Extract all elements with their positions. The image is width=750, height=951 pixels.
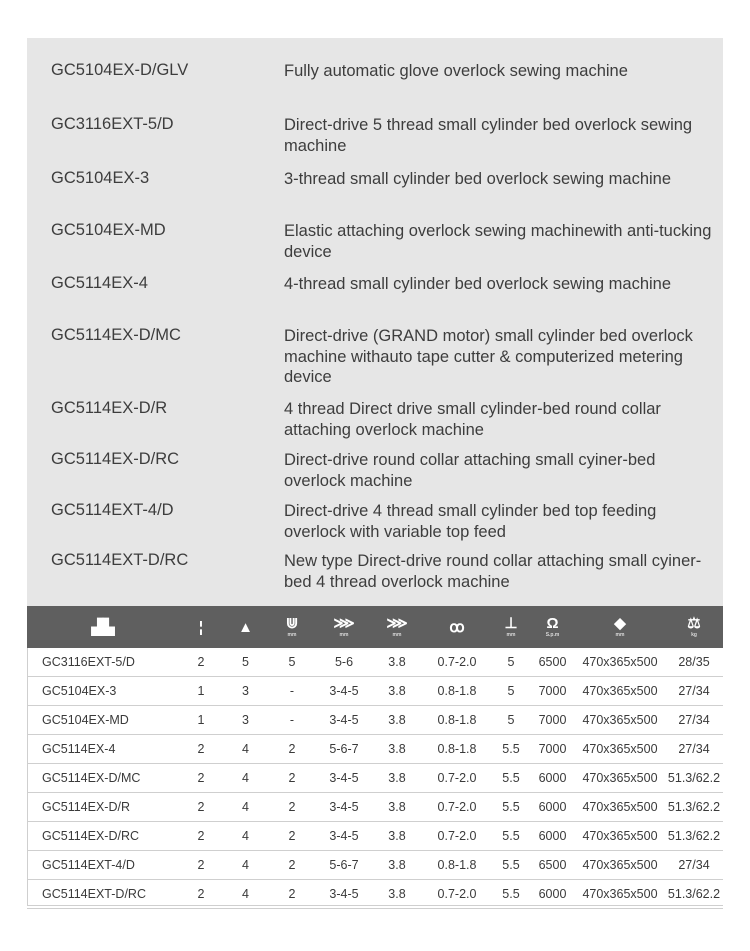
unit-label: S.p.m	[545, 632, 560, 638]
unit-label: mm	[506, 632, 516, 638]
table-cell: -	[268, 706, 316, 735]
thread-cone-icon: ▲	[238, 618, 253, 636]
table-cell: 470x365x500	[575, 793, 665, 822]
table-cell: 6000	[530, 793, 575, 822]
table-cell: 4	[223, 822, 268, 851]
table-cell-model: GC5114EXT-4/D	[27, 851, 179, 880]
table-cell: 3	[223, 677, 268, 706]
model-code: GC5104EX-D/GLV	[51, 61, 189, 79]
model-description: Fully automatic glove overlock sewing machine	[284, 62, 628, 80]
table-cell: 2	[268, 764, 316, 793]
weight-scale-icon: ⚖	[687, 615, 701, 632]
table-cell: 5-6-7	[316, 851, 372, 880]
col-header	[223, 606, 268, 648]
col-header	[422, 606, 492, 648]
table-cell: 4	[223, 880, 268, 909]
model-description: Direct-drive 4 thread small cylinder bed top feeding overlock with variable top feed	[284, 502, 657, 541]
table-cell: 5	[492, 648, 530, 677]
table-cell: 3.8	[372, 648, 422, 677]
col-header	[27, 606, 179, 648]
table-cell-model: GC5114EX-D/R	[27, 793, 179, 822]
col-header	[575, 606, 665, 648]
spec-table	[27, 606, 723, 909]
table-row	[27, 764, 723, 793]
spec-header-row	[27, 606, 723, 648]
table-cell-model: GC5104EX-MD	[27, 706, 179, 735]
table-cell: 7000	[530, 677, 575, 706]
table-cell: 0.7-2.0	[422, 793, 492, 822]
overedge-width-icon: ⋙	[333, 615, 355, 632]
model-code: GC5114EXT-D/RC	[51, 551, 189, 569]
table-cell: 0.7-2.0	[422, 764, 492, 793]
table-cell: 3-4-5	[316, 880, 372, 909]
needle-gauge-icon: ⋓	[285, 615, 299, 632]
table-cell: 5	[268, 648, 316, 677]
table-cell: 470x365x500	[575, 880, 665, 909]
table-cell: 6000	[530, 764, 575, 793]
package-size-icon: ◆	[614, 615, 626, 632]
table-cell-model: GC5104EX-3	[27, 677, 179, 706]
presser-lift-icon: ⊥	[504, 615, 518, 632]
unit-label: mm	[287, 632, 297, 638]
col-header	[665, 606, 723, 648]
table-cell: 3.8	[372, 764, 422, 793]
table-row	[27, 706, 723, 735]
col-header	[492, 606, 530, 648]
model-description: New type Direct-drive round collar attaching small cyiner-bed 4 thread overlock machine	[284, 552, 702, 591]
table-cell: 5	[223, 648, 268, 677]
model-code: GC5104EX-3	[51, 169, 150, 187]
needle-icon: ¦	[198, 618, 204, 636]
table-cell: 51.3/62.2	[665, 880, 723, 909]
table-cell: -	[268, 677, 316, 706]
table-row	[27, 851, 723, 880]
table-cell: 2	[268, 851, 316, 880]
table-cell: 0.7-2.0	[422, 880, 492, 909]
table-cell: 2	[179, 793, 223, 822]
table-cell: 5	[492, 706, 530, 735]
model-description: 4 thread Direct drive small cylinder-bed round collar attaching overlock machine	[284, 400, 661, 439]
table-cell: 2	[268, 880, 316, 909]
table-cell: 3.8	[372, 880, 422, 909]
table-cell: 0.8-1.8	[422, 706, 492, 735]
table-cell: 2	[268, 793, 316, 822]
model-code: GC3116EXT-5/D	[51, 115, 174, 133]
table-cell: 51.3/62.2	[665, 822, 723, 851]
unit-label: mm	[339, 632, 349, 638]
table-cell: 28/35	[665, 648, 723, 677]
table-cell: 470x365x500	[575, 735, 665, 764]
table-cell: 2	[179, 822, 223, 851]
table-cell: 6500	[530, 851, 575, 880]
table-cell: 0.7-2.0	[422, 822, 492, 851]
model-code: GC5114EX-D/MC	[51, 326, 181, 344]
table-row	[27, 648, 723, 677]
table-cell: 470x365x500	[575, 851, 665, 880]
table-cell: 5.5	[492, 880, 530, 909]
table-cell: 0.8-1.8	[422, 851, 492, 880]
stitch-length-icon: ⋙	[386, 615, 408, 632]
table-cell: 470x365x500	[575, 706, 665, 735]
table-cell: 5	[492, 677, 530, 706]
table-cell: 2	[179, 648, 223, 677]
table-cell-model: GC5114EX-4	[27, 735, 179, 764]
model-description: 3-thread small cylinder bed overlock sewing machine	[284, 170, 672, 188]
table-row	[27, 822, 723, 851]
table-cell: 27/34	[665, 677, 723, 706]
table-row	[27, 735, 723, 764]
table-cell: 2	[179, 880, 223, 909]
table-cell: 3-4-5	[316, 822, 372, 851]
table-cell: 5.5	[492, 822, 530, 851]
table-cell-model: GC5114EX-D/RC	[27, 822, 179, 851]
table-cell: 5.5	[492, 793, 530, 822]
table-cell: 0.8-1.8	[422, 735, 492, 764]
model-code: GC5114EXT-4/D	[51, 501, 174, 519]
table-cell: 27/34	[665, 735, 723, 764]
table-cell: 51.3/62.2	[665, 793, 723, 822]
col-header	[372, 606, 422, 648]
table-bottom-border	[27, 905, 723, 906]
table-cell: 6000	[530, 822, 575, 851]
table-cell: 51.3/62.2	[665, 764, 723, 793]
table-cell: 7000	[530, 706, 575, 735]
table-cell: 2	[268, 822, 316, 851]
table-left-border	[27, 648, 28, 906]
table-cell: 27/34	[665, 706, 723, 735]
table-cell: 5-6	[316, 648, 372, 677]
col-header	[316, 606, 372, 648]
table-cell: 5.5	[492, 764, 530, 793]
table-row	[27, 793, 723, 822]
table-cell: 27/34	[665, 851, 723, 880]
model-code: GC5114EX-D/R	[51, 399, 168, 417]
table-cell: 470x365x500	[575, 648, 665, 677]
model-code: GC5104EX-MD	[51, 221, 166, 239]
sewing-machine-icon: ▟▙	[91, 618, 115, 636]
col-header	[179, 606, 223, 648]
table-cell: 2	[179, 735, 223, 764]
table-cell: 470x365x500	[575, 822, 665, 851]
model-description: Elastic attaching overlock sewing machinewith anti-tucking device	[284, 222, 712, 261]
table-cell: 3.8	[372, 735, 422, 764]
table-cell: 3-4-5	[316, 706, 372, 735]
table-cell: 2	[268, 735, 316, 764]
model-description: Direct-drive round collar attaching small cyiner-bed overlock machine	[284, 451, 656, 490]
model-description: Direct-drive (GRAND motor) small cylinder bed overlock machine withauto tape cutter & computerized metering device	[284, 327, 693, 386]
table-cell: 3.8	[372, 793, 422, 822]
table-cell: 0.8-1.8	[422, 677, 492, 706]
table-cell: 3-4-5	[316, 677, 372, 706]
table-cell: 470x365x500	[575, 764, 665, 793]
table-cell: 4	[223, 735, 268, 764]
table-cell: 3	[223, 706, 268, 735]
model-code: GC5114EX-4	[51, 274, 148, 292]
col-header	[268, 606, 316, 648]
table-cell: 4	[223, 793, 268, 822]
table-cell: 5-6-7	[316, 735, 372, 764]
table-cell-model: GC5114EX-D/MC	[27, 764, 179, 793]
table-cell: 2	[179, 851, 223, 880]
model-description: 4-thread small cylinder bed overlock sewing machine	[284, 275, 672, 293]
table-row	[27, 677, 723, 706]
table-cell: 1	[179, 677, 223, 706]
model-code: GC5114EX-D/RC	[51, 450, 180, 468]
table-cell: 3.8	[372, 677, 422, 706]
model-description-panel	[27, 38, 723, 606]
table-cell: 2	[179, 764, 223, 793]
table-cell-model: GC3116EXT-5/D	[27, 648, 179, 677]
differential-feed-icon: ꝏ	[449, 618, 465, 636]
table-cell: 3-4-5	[316, 793, 372, 822]
table-cell: 4	[223, 764, 268, 793]
table-cell: 5.5	[492, 735, 530, 764]
unit-label: mm	[615, 632, 625, 638]
table-cell: 4	[223, 851, 268, 880]
table-cell: 7000	[530, 735, 575, 764]
table-cell: 3.8	[372, 706, 422, 735]
unit-label: kg	[691, 632, 697, 638]
table-cell: 470x365x500	[575, 677, 665, 706]
table-cell: 1	[179, 706, 223, 735]
model-description: Direct-drive 5 thread small cylinder bed overlock sewing machine	[284, 116, 693, 155]
table-cell: 6000	[530, 880, 575, 909]
table-cell: 6500	[530, 648, 575, 677]
table-cell-model: GC5114EXT-D/RC	[27, 880, 179, 909]
unit-label: mm	[392, 632, 402, 638]
col-header	[530, 606, 575, 648]
table-cell: 3.8	[372, 851, 422, 880]
table-cell: 0.7-2.0	[422, 648, 492, 677]
speed-icon: Ω	[546, 615, 559, 632]
table-cell: 3.8	[372, 822, 422, 851]
table-cell: 5.5	[492, 851, 530, 880]
table-cell: 3-4-5	[316, 764, 372, 793]
